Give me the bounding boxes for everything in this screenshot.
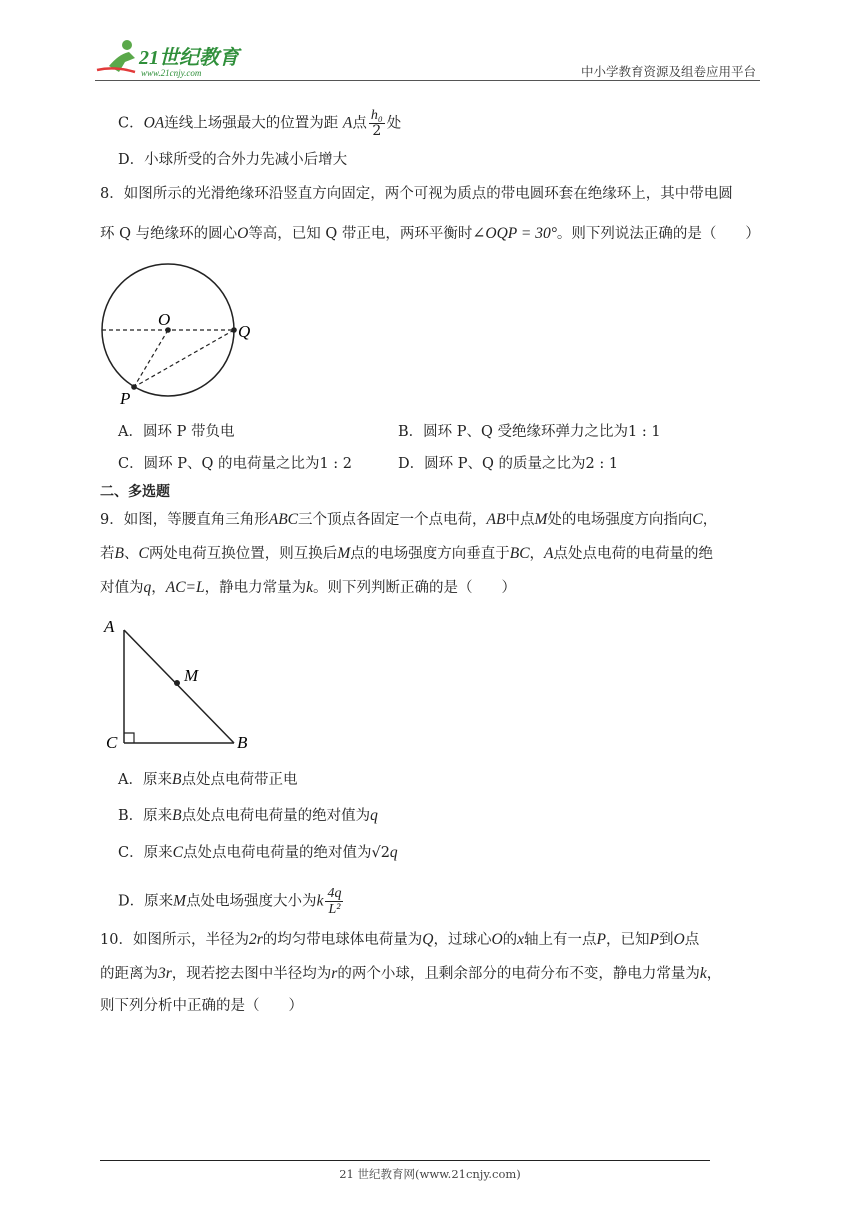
q8-label-q: Q <box>238 322 251 341</box>
logo-text: 21世纪教育 <box>139 47 239 69</box>
header-tagline: 中小学教育资源及组卷应用平台 <box>580 64 756 79</box>
q8-figure <box>98 258 268 408</box>
q7-option-c[interactable]: C．OA连线上场强最大的位置为距 A点 $\frac{\text{h₀}}{2}$ 处 <box>118 108 402 139</box>
q9-option-c[interactable]: C．原来C点处点电荷电荷量的绝对值为√2q <box>118 844 398 861</box>
q9-option-b[interactable]: B．原来B点处点电荷电荷量的绝对值为q <box>118 807 378 824</box>
q8-option-d[interactable]: D．圆环 P、Q 的质量之比为2 : 1 <box>398 456 619 472</box>
q8-stem-line1: 8．如图所示的光滑绝缘环沿竖直方向固定，两个可视为质点的带电圆环套在绝缘环上，其中带电圆 <box>100 186 733 202</box>
q8-q-dot <box>231 327 237 333</box>
q9-figure <box>100 612 260 752</box>
q8-p-dot <box>131 384 137 390</box>
q8-label-o: O <box>158 310 171 329</box>
q10-stem-line2: 的距离为3r，现若挖去图中半径均为r的两个小球，且剩余部分的电荷分布不变，静电力常量为k， <box>100 965 722 982</box>
section-title-multi-choice: 二、多选题 <box>100 484 170 500</box>
q9-label-m: M <box>184 666 199 685</box>
q9-side-ab <box>124 630 234 743</box>
q10-stem-line3: 则下列分析中正确的是（ ） <box>100 998 303 1014</box>
q7-fraction: $\frac{\text{h₀}}{2}$ <box>370 108 383 139</box>
q8-option-a[interactable]: A．圆环 P 带负电 <box>118 424 235 440</box>
q8-label-p: P <box>120 389 131 408</box>
q8-qp-line <box>134 330 234 387</box>
logo-url: www.21cnjy.com <box>141 68 202 78</box>
q9-option-a[interactable]: A．原来B点处点电荷带正电 <box>118 771 298 788</box>
q9-label-a: A <box>104 617 115 636</box>
header-divider <box>95 80 760 81</box>
q8-option-b[interactable]: B．圆环 P、Q 受绝缘环弹力之比为1 : 1 <box>398 424 661 440</box>
q9-option-d[interactable]: D．原来M点处电场强度大小为k $\frac{4q}{\text{L²}}$ <box>118 886 342 917</box>
q8-op-line <box>134 330 168 387</box>
q9-label-c: C <box>106 733 118 752</box>
footer-divider <box>100 1160 710 1161</box>
footer-text: 21 世纪教育网(www.21cnjy.com) <box>339 1167 521 1181</box>
q9-fraction: $\frac{4q}{\text{L²}}$ <box>327 886 342 917</box>
q10-stem-line1: 10．如图所示，半径为2r的均匀带电球体电荷量为Q，过球心O的x轴上有一点P，已知P到O点 <box>100 931 700 948</box>
q9-m-dot <box>174 680 180 686</box>
q8-option-c[interactable]: C．圆环 P、Q 的电荷量之比为1 : 2 <box>118 456 353 472</box>
q9-stem-line2: 若B、C两处电荷互换位置，则互换后M点的电场强度方向垂直于BC，A点处点电荷的电荷量的绝 <box>100 545 714 562</box>
q9-label-b: B <box>237 733 248 752</box>
q9-stem-line1: 9．如图，等腰直角三角形ABC三个顶点各固定一个点电荷，AB中点M处的电场强度方向指向C， <box>100 511 718 528</box>
site-logo <box>95 36 265 80</box>
q9-right-angle-mark <box>124 733 134 743</box>
q9-stem-line3: 对值为q，AC=L，静电力常量为k。则下列判断正确的是（ ） <box>100 579 517 596</box>
q7-option-d[interactable]: D．小球所受的合外力先减小后增大 <box>118 152 348 168</box>
q8-stem-line2: 环 Q 与绝缘环的圆心O等高，已知 Q 带正电，两环平衡时∠OQP = 30°。则下列说法正确的是（ ） <box>100 225 760 242</box>
